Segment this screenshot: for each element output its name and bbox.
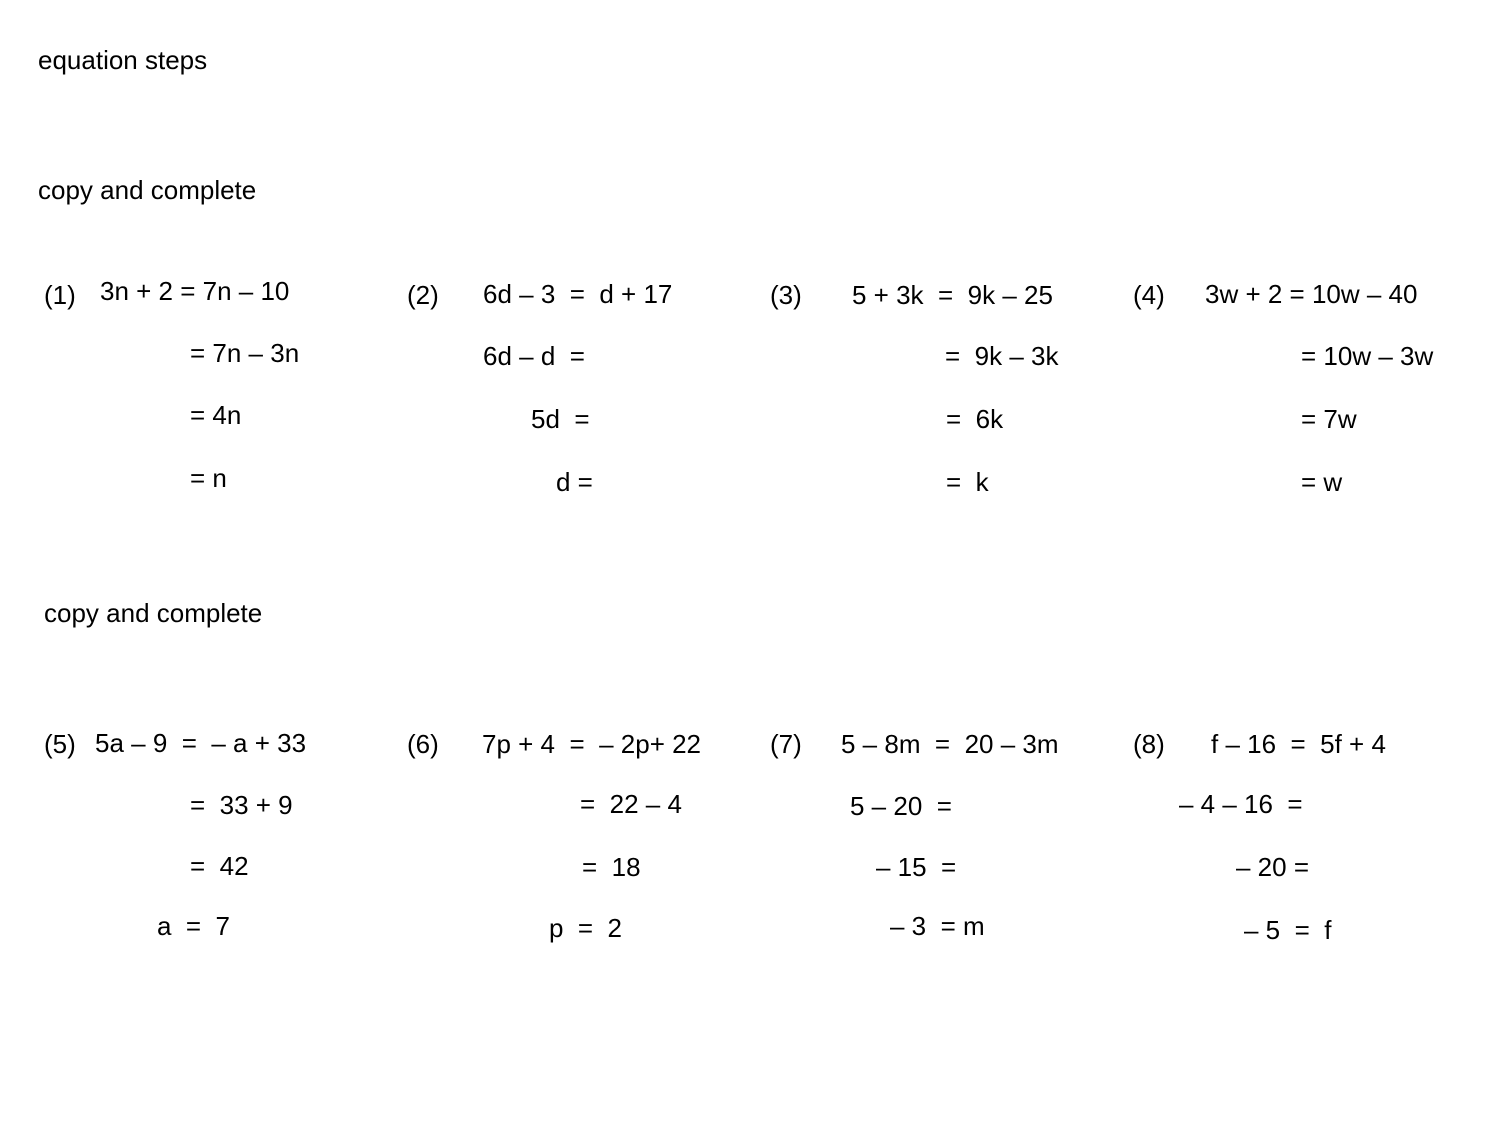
equation-line: 5a – 9 = – a + 33 — [95, 728, 307, 758]
equation-line: f – 16 = 5f + 4 — [1211, 729, 1386, 759]
equation-line: 3n + 2 = 7n – 10 — [100, 276, 290, 306]
equation-line: 6d – 3 = d + 17 — [483, 279, 673, 309]
equation-line: = 42 — [190, 851, 249, 881]
problem-number: (6) — [407, 729, 439, 759]
equation-line: = 18 — [582, 852, 641, 882]
section-heading: copy and complete — [38, 175, 257, 205]
equation-line: a = 7 — [157, 911, 230, 941]
equation-line: = n — [190, 463, 227, 493]
section-heading: copy and complete — [44, 598, 263, 628]
problem-number: (8) — [1133, 729, 1165, 759]
equation-line: 6d – d = — [483, 341, 585, 371]
equation-line: = 9k – 3k — [945, 341, 1059, 371]
problem-number: (4) — [1133, 280, 1165, 310]
equation-line: 3w + 2 = 10w – 40 — [1205, 279, 1418, 309]
equation-line: = k — [946, 467, 989, 497]
equation-line: – 15 = — [876, 852, 957, 882]
page-title: equation steps — [38, 45, 208, 75]
problem-number: (1) — [44, 280, 76, 310]
equation-line: 5 – 8m = 20 – 3m — [841, 729, 1059, 759]
problem-number: (3) — [770, 280, 802, 310]
equation-line: – 20 = — [1236, 852, 1310, 882]
equation-line: – 5 = f — [1244, 915, 1332, 945]
equation-line: = 33 + 9 — [190, 790, 293, 820]
equation-line: 5 – 20 = — [850, 791, 952, 821]
problem-number: (7) — [770, 729, 802, 759]
equation-line: = 4n — [190, 400, 242, 430]
equation-line: = 7n – 3n — [190, 338, 300, 368]
equation-line: 7p + 4 = – 2p+ 22 — [482, 729, 702, 759]
equation-line: = 6k — [946, 404, 1004, 434]
equation-line: – 4 – 16 = — [1179, 789, 1303, 819]
equation-line: 5d = — [531, 404, 590, 434]
equation-line: 5 + 3k = 9k – 25 — [852, 280, 1053, 310]
equation-line: d = — [556, 467, 593, 497]
problem-number: (2) — [407, 280, 439, 310]
equation-line: = 10w – 3w — [1301, 341, 1434, 371]
equation-line: p = 2 — [549, 913, 622, 943]
equation-line: = 22 – 4 — [580, 789, 682, 819]
equation-line: = w — [1301, 467, 1343, 497]
problem-number: (5) — [44, 729, 76, 759]
equation-line: – 3 = m — [890, 911, 985, 941]
equation-line: = 7w — [1301, 404, 1357, 434]
